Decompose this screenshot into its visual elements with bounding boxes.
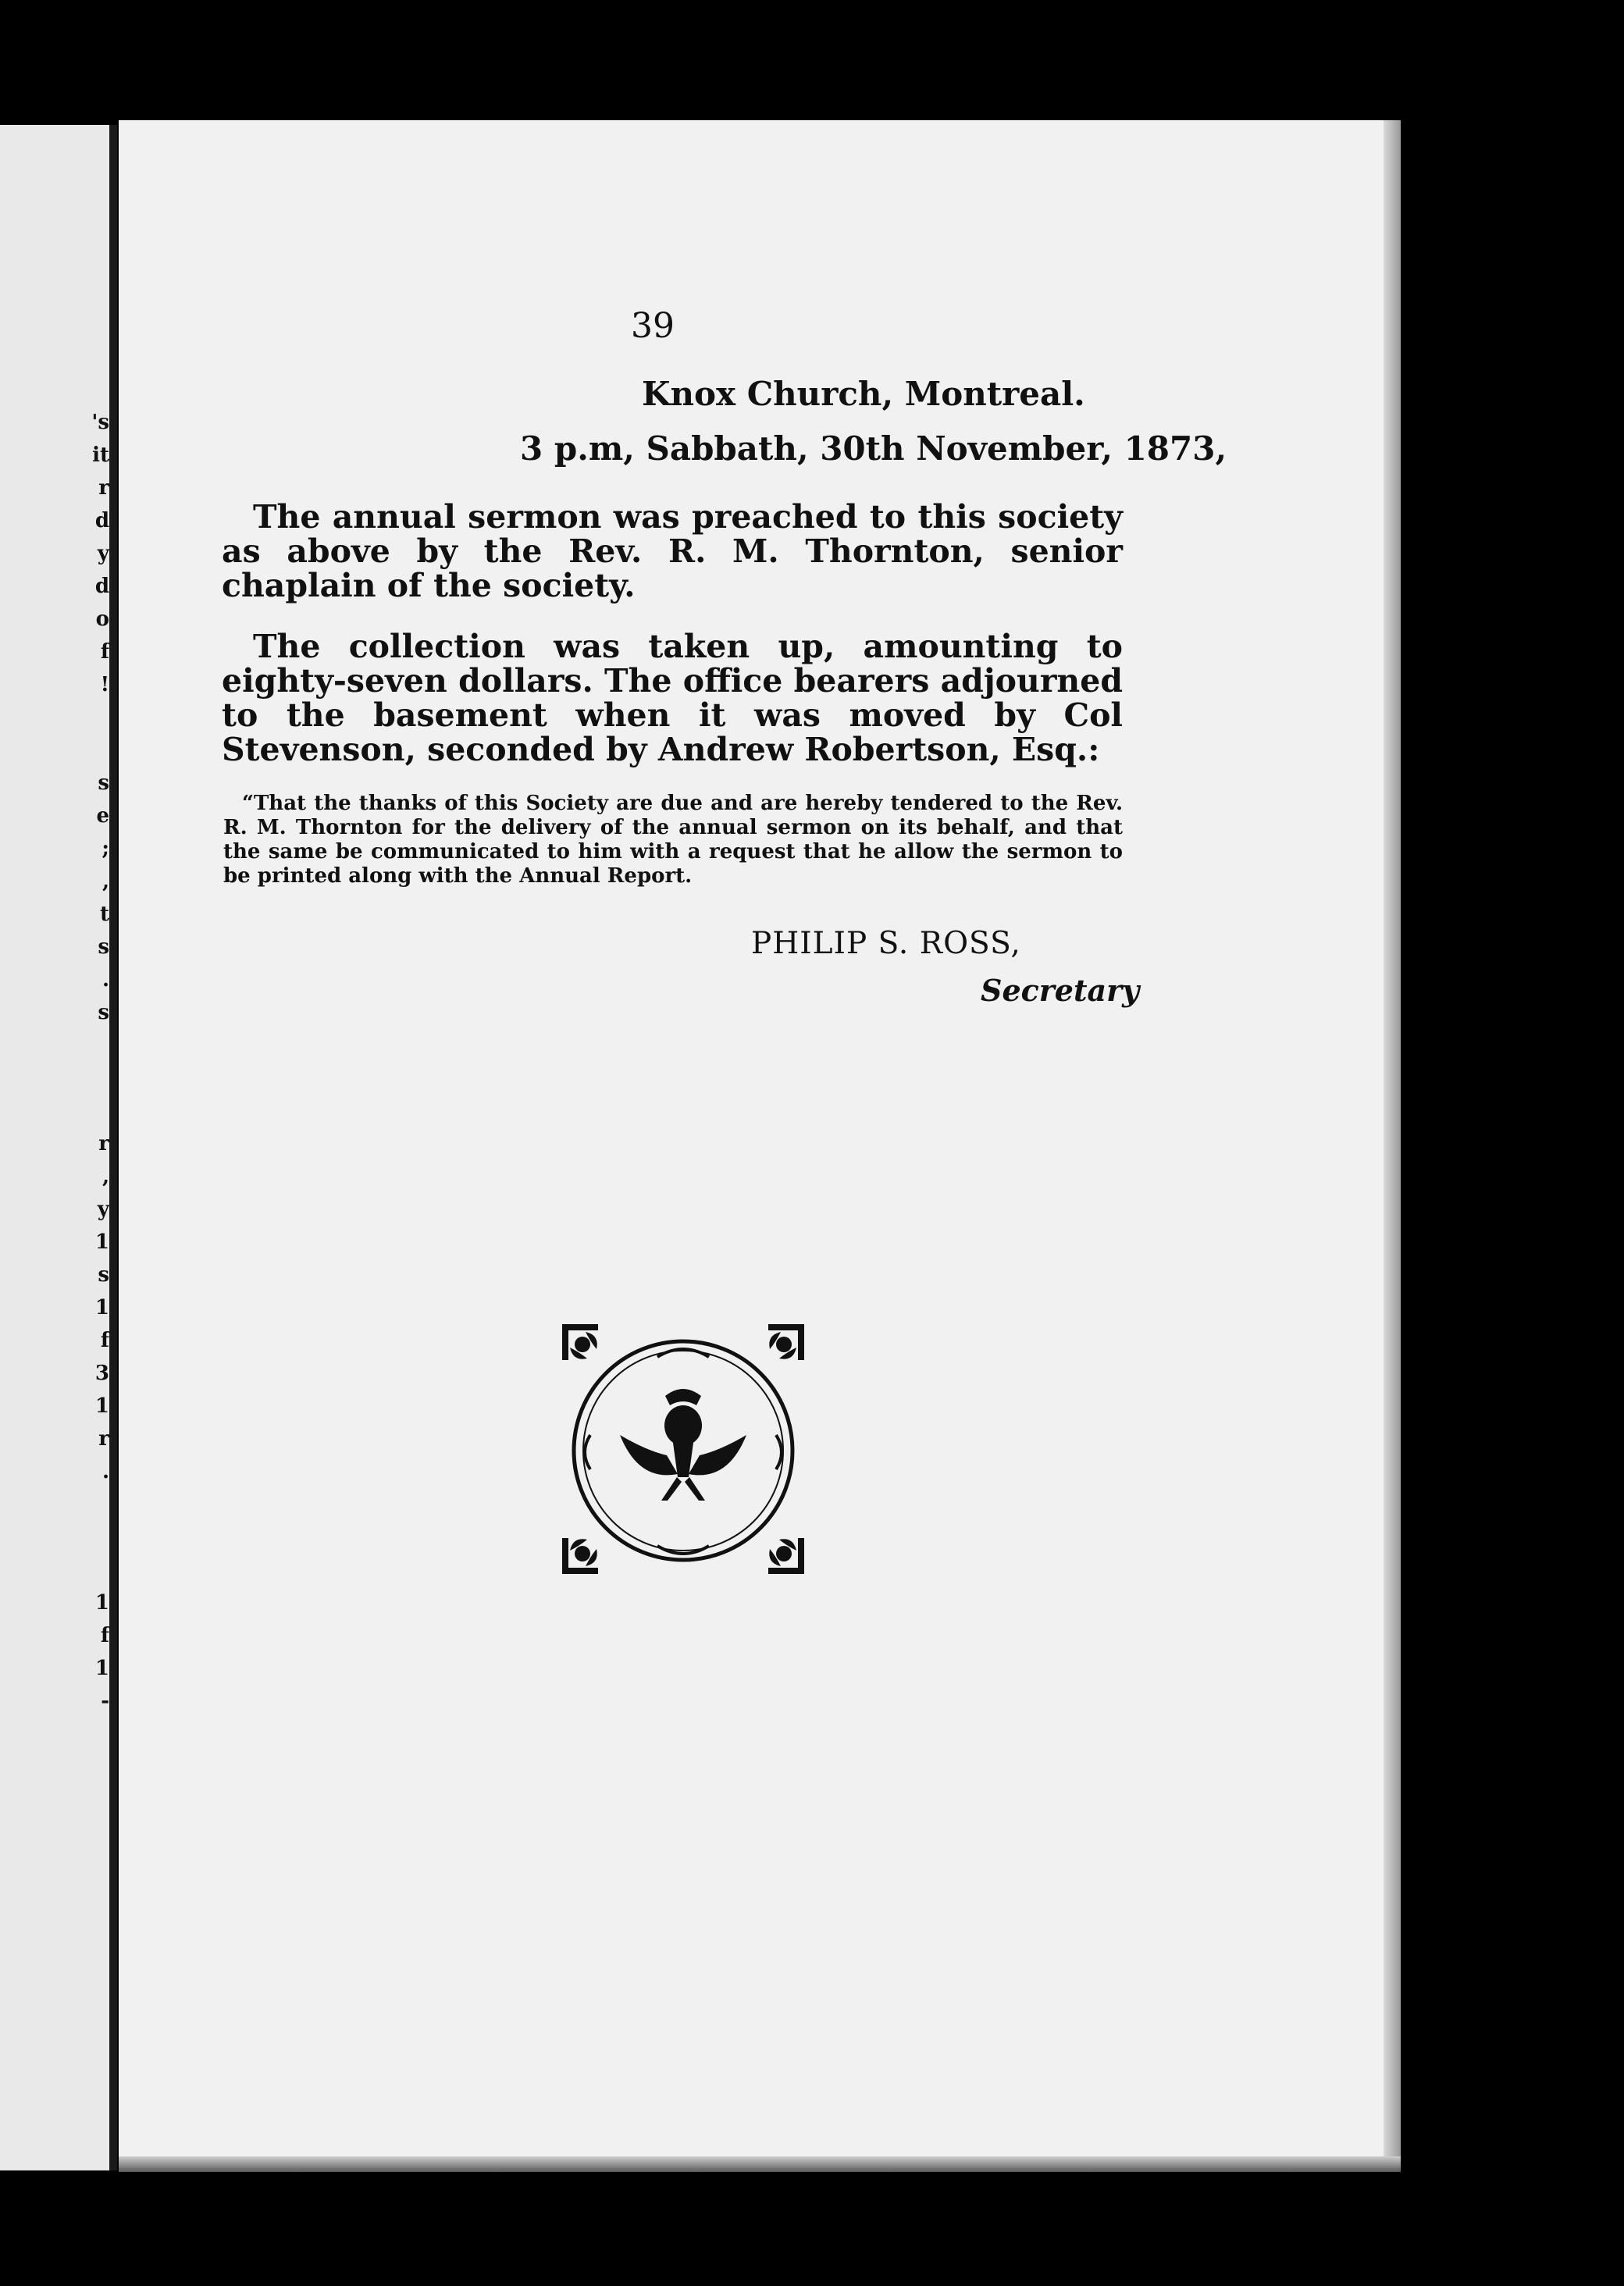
- left-page-fragment: d: [94, 575, 109, 598]
- left-page-fragment: 1: [94, 1230, 109, 1254]
- resolution-text: “That the thanks of this Society are due and are hereby tendered to the Rev. R. M. Thornton for the delivery of the annual sermon on its behalf, and that the same be communicated to him with a request that he allow the sermon to be printed along with the Annual Report.: [223, 792, 1123, 888]
- left-page-fragment: s: [98, 771, 109, 795]
- left-page-fragment: e: [96, 804, 109, 828]
- left-page-fragment: f: [100, 1329, 109, 1352]
- left-page-fragment: [78, 1488, 109, 1521]
- left-page-fragment: r: [98, 1132, 109, 1155]
- left-page-fragment: 's: [91, 411, 109, 434]
- heading-date: 3 p.m, Sabbath, 30th November, 1873,: [520, 429, 1227, 468]
- left-page-fragment: s: [98, 935, 109, 959]
- left-page-fragment: s: [98, 1263, 109, 1287]
- left-page-fragment: y: [97, 1198, 109, 1221]
- signature-name: PHILIP S. ROSS,: [751, 926, 1021, 961]
- left-page-fragment: r: [98, 1427, 109, 1451]
- document-page: [119, 120, 1393, 2170]
- left-page-fragment: y: [97, 542, 109, 565]
- left-page-fragment: [78, 1029, 109, 1062]
- book-gutter: [109, 125, 117, 2170]
- heading-place: Knox Church, Montreal.: [642, 375, 1085, 413]
- page-number: 39: [631, 306, 675, 346]
- left-page-fragment: 3: [94, 1362, 109, 1385]
- left-page-fragment: -: [101, 1690, 109, 1713]
- left-page-fragment: [78, 734, 109, 767]
- left-page-fragment: d: [94, 509, 109, 532]
- left-page-fragment: s: [98, 1001, 109, 1024]
- left-page-fragment: 1: [94, 1296, 109, 1319]
- left-page-fragment: 1: [94, 1657, 109, 1680]
- left-page-fragment: 1: [94, 1591, 109, 1615]
- left-page-fragment: it: [92, 443, 109, 467]
- left-page-fragment: 1: [94, 1394, 109, 1418]
- left-page-fragments: [78, 406, 109, 1718]
- page-bottom-shadow: [119, 2156, 1401, 2172]
- left-page-fragment: ;: [102, 837, 109, 860]
- page-right-shadow: [1384, 120, 1401, 2170]
- left-page-fragment: o: [95, 607, 109, 631]
- left-page-fragment: [78, 1521, 109, 1554]
- signature-title: Secretary: [981, 973, 1140, 1008]
- left-page-fragment: t: [99, 903, 109, 926]
- left-page-fragment: r: [98, 476, 109, 500]
- thistle-emblem-icon: [556, 1318, 810, 1580]
- left-page-fragment: .: [102, 968, 109, 992]
- left-page-fragment: ,: [102, 1165, 109, 1188]
- paragraph-sermon: The annual sermon was preached to this society as above by the Rev. R. M. Thornton, senior chaplain of the society.: [222, 498, 1123, 604]
- left-page-fragment: f: [100, 640, 109, 664]
- left-page-fragment: [78, 1554, 109, 1586]
- left-page-fragment: f: [100, 1624, 109, 1647]
- left-page-fragment: [78, 1095, 109, 1127]
- left-page-fragment: !: [100, 673, 109, 696]
- left-page-fragment: ,: [102, 870, 109, 893]
- paragraph-collection: The collection was taken up, amounting to eighty-seven dollars. The office bearers adjourned to the basement when it was moved by Col Stevenson, seconded by Andrew Robertson, Esq.:: [222, 628, 1123, 768]
- left-page-fragment: .: [102, 1460, 109, 1483]
- left-page-fragment: [78, 701, 109, 734]
- left-page-fragment: [78, 1062, 109, 1095]
